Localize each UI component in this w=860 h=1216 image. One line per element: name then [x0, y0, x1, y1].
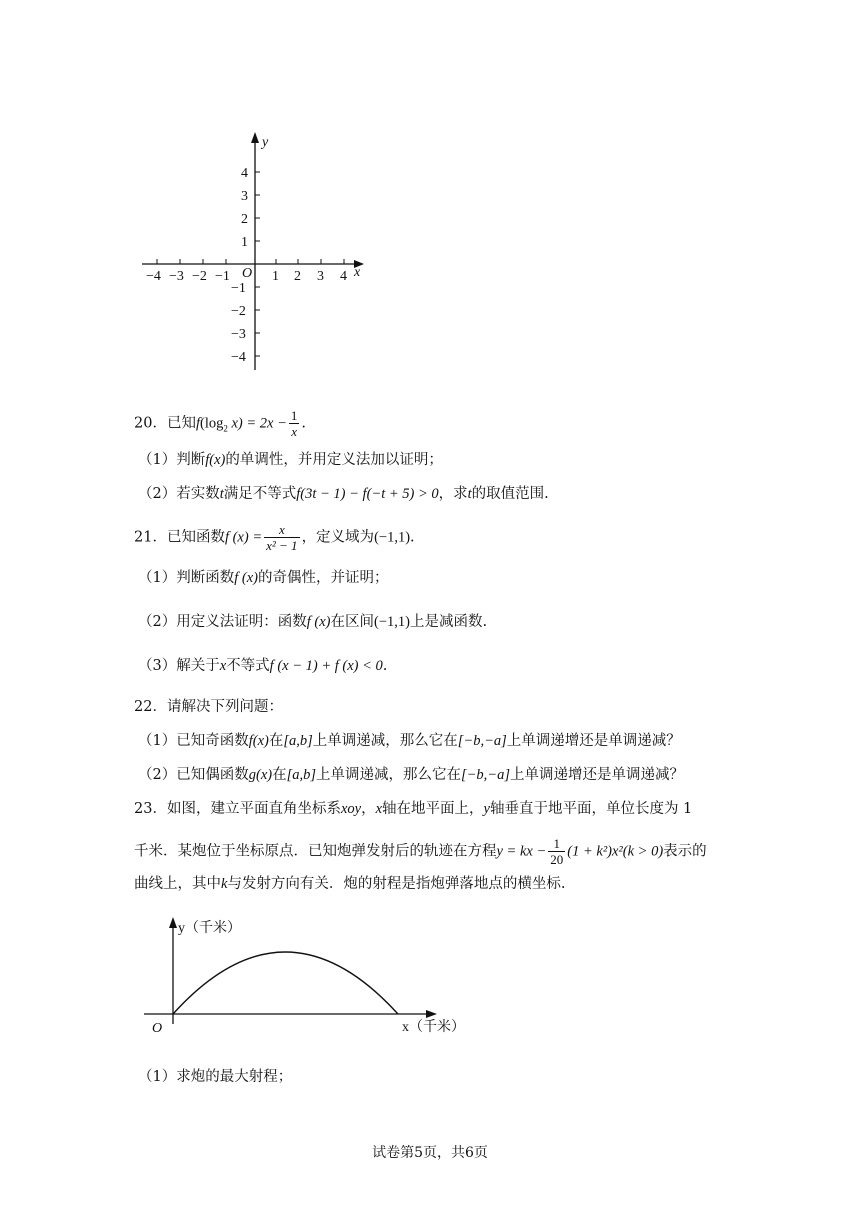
math-expression: g(x) [248, 767, 273, 783]
part-text: 不等式 [226, 658, 270, 674]
math-variable: xoy [340, 801, 362, 817]
math-expression: f(x) [205, 452, 226, 468]
trajectory-curve [173, 952, 398, 1014]
q20-stem-text: 已知 [166, 415, 196, 432]
part-label: （2） [138, 614, 177, 630]
part-text: 用定义法证明：函数 [176, 614, 307, 630]
y-tick-label: 4 [241, 166, 248, 181]
q22-part2 [138, 765, 684, 785]
fraction-denominator: x² − 1 [266, 538, 298, 553]
y-axis-label: y（千米） [178, 921, 241, 936]
math-interval: [a,b] [283, 733, 313, 749]
q20-equation-rhs: x) = 2x − [227, 415, 287, 432]
math-variable: t [219, 486, 224, 502]
q21-function: f (x) = [224, 529, 263, 546]
part-text: 上是减函数. [409, 614, 488, 630]
q20-stem [134, 408, 306, 439]
x-tick-label: 2 [294, 269, 301, 284]
math-expression: f (x) [234, 570, 258, 586]
part-text: 的奇偶性，并证明； [257, 570, 389, 586]
q23-text: 与发射方向有关．炮的射程是指炮弹落地点的横坐标. [227, 876, 566, 892]
q20-part2 [138, 484, 549, 504]
q20-log-base: 2 [223, 423, 228, 434]
q20-equation-log: (log [199, 415, 224, 432]
q21-domain: (−1,1) [374, 529, 411, 546]
part-label: （2） [138, 486, 177, 502]
part-text: 判断函数 [176, 570, 235, 586]
math-expression: (1 + k²)x²(k > 0) [567, 843, 664, 860]
q20-fraction [289, 408, 300, 439]
part-text: 若实数 [176, 486, 220, 502]
q23-text: ， [361, 801, 376, 817]
q23-part1 [138, 1067, 292, 1087]
part-text: ，求 [438, 486, 468, 502]
q22-stem-text: 请解决下列问题： [166, 699, 283, 715]
math-expression: f (x − 1) + f (x) < 0 [269, 658, 383, 674]
q23-line1 [134, 799, 692, 819]
q23-line3 [134, 874, 566, 894]
part-text: 在区间 [330, 614, 374, 630]
part-text: 上单调递增还是单调递减？ [509, 767, 684, 783]
y-tick-label: −3 [231, 327, 246, 342]
q23-fraction [548, 836, 565, 867]
math-expression: f (x) [306, 614, 331, 630]
fraction-denominator: 20 [550, 852, 564, 867]
q22-part1 [138, 731, 681, 751]
period: . [410, 529, 415, 546]
x-tick-label: −3 [169, 269, 184, 284]
math-variable: x [375, 801, 383, 817]
q23-text: 轴在地平面上， [382, 801, 484, 817]
q20-equation-lhs: f [195, 415, 200, 432]
question-number: 20． [134, 415, 167, 432]
y-tick-label: 1 [241, 235, 248, 250]
q23-text: 曲线上，其中 [134, 876, 221, 892]
x-axis-label: x（千米） [402, 1020, 465, 1035]
q23-text: 表示的 [663, 843, 707, 860]
part-label: （1） [138, 1069, 177, 1085]
part-text: 上单调递增还是单调递减？ [506, 733, 681, 749]
math-variable: k [221, 876, 228, 892]
q21-part1 [138, 568, 388, 588]
period: . [382, 658, 388, 674]
question-number: 23． [134, 801, 167, 817]
part-text: 在 [272, 767, 287, 783]
part-label: （1） [138, 452, 177, 468]
part-text: 的单调性，并用定义法加以证明； [225, 452, 443, 468]
q22-stem [134, 697, 283, 717]
math-interval: [−b,−a] [457, 733, 507, 749]
math-interval: (−1,1) [373, 614, 410, 630]
part-text: 解关于 [176, 658, 220, 674]
part-text: 上单调递减，那么它在 [312, 733, 458, 749]
page-footer: 试卷第5页，共6页 [372, 1145, 488, 1161]
part-text: 已知奇函数 [176, 733, 249, 749]
math-variable: y [483, 801, 490, 817]
origin-label: O [152, 1021, 163, 1036]
q21-stem-text: 已知函数 [166, 529, 225, 546]
y-axis-arrow [169, 917, 177, 928]
q21-fraction [264, 522, 299, 553]
part-text: 上单调递减，那么它在 [316, 767, 461, 783]
x-tick-label: −1 [215, 269, 230, 284]
period: . [301, 415, 306, 432]
part-label: （1） [138, 570, 177, 586]
math-variable: x [219, 658, 227, 674]
x-tick-label: −4 [146, 269, 161, 284]
fraction-numerator: 1 [548, 836, 565, 852]
y-tick-label: 2 [241, 212, 248, 227]
q23-text: 千米．某炮位于坐标原点．已知炮弹发射后的轨迹在方程 [134, 843, 497, 860]
question-number: 21． [134, 529, 167, 546]
math-expression: f(3t − 1) − f(−t + 5) > 0 [296, 486, 439, 502]
math-interval: [a,b] [286, 767, 316, 783]
math-interval: [−b,−a] [461, 767, 510, 783]
question-number: 22． [134, 699, 167, 715]
trajectory-figure [140, 912, 470, 1037]
part-label: （2） [138, 767, 177, 783]
y-axis-label: y [262, 135, 269, 150]
y-tick-label: −4 [231, 350, 246, 365]
x-tick-label: 4 [340, 269, 347, 284]
x-tick-label: −2 [192, 269, 207, 284]
math-expression: y = kx − [496, 843, 547, 860]
part-text: 在 [268, 733, 284, 749]
math-expression: f(x) [248, 733, 269, 749]
q23-text: 如图，建立平面直角坐标系 [166, 801, 341, 817]
x-tick-label: 3 [317, 269, 324, 284]
x-axis-label: x [354, 265, 361, 280]
part-text: 的取值范围. [471, 486, 549, 502]
part-text: 求炮的最大射程； [176, 1069, 293, 1085]
math-variable: t [467, 486, 472, 502]
fraction-numerator: 1 [290, 408, 298, 423]
q23-text: 轴垂直于地平面，单位长度为 1 [489, 801, 693, 817]
part-label: （1） [138, 733, 177, 749]
fraction-denominator: x [291, 424, 298, 439]
q23-line2 [134, 836, 707, 867]
fraction-numerator: x [264, 522, 299, 538]
y-axis-arrow [251, 132, 259, 143]
q21-stem [134, 522, 415, 553]
x-tick-label: 1 [272, 269, 279, 284]
y-tick-label: −1 [231, 281, 246, 296]
part-text: 判断 [176, 452, 206, 468]
y-tick-label: 3 [241, 189, 248, 204]
q21-part3 [138, 656, 387, 676]
part-label: （3） [138, 658, 177, 674]
q21-part2 [138, 612, 487, 632]
part-text: 满足不等式 [223, 486, 297, 502]
origin-label: O [242, 266, 253, 281]
q21-domain-text: ，定义域为 [301, 529, 375, 546]
x-axis-arrow [426, 1010, 437, 1018]
coordinate-grid-figure [140, 130, 380, 380]
part-text: 已知偶函数 [176, 767, 249, 783]
q20-part1 [138, 450, 443, 470]
y-tick-label: −2 [231, 304, 246, 319]
